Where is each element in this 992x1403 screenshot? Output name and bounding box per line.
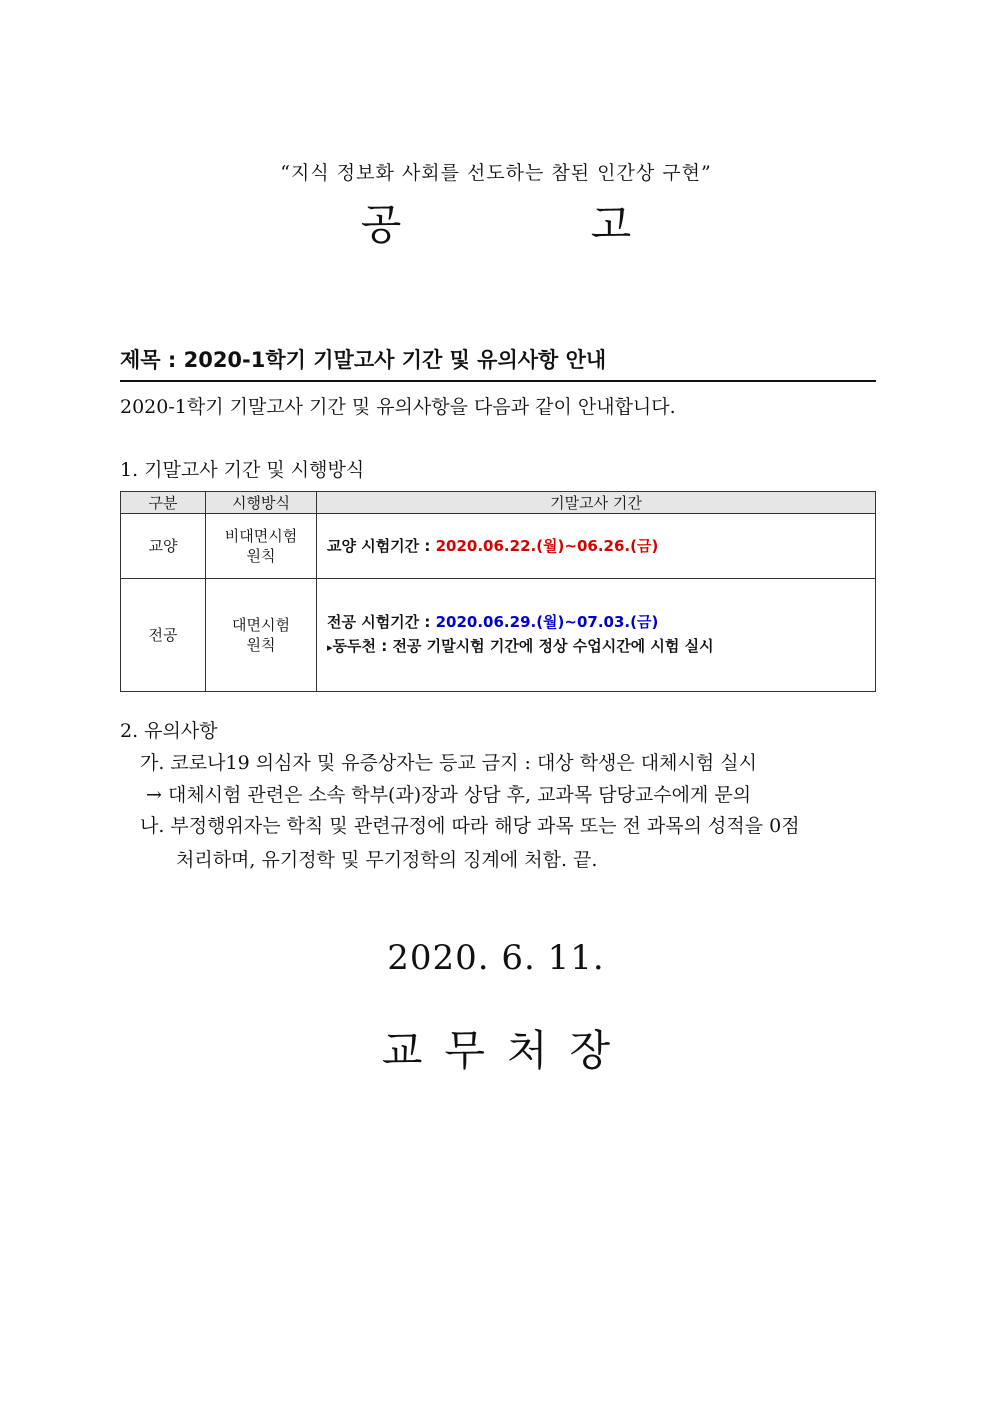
row-period — [317, 514, 876, 579]
row-method — [206, 579, 317, 692]
method-line: 대면시험 — [232, 616, 290, 634]
notice-item-b: 나. 부정행위자는 학칙 및 관련규정에 따라 해당 과목 또는 전 과목의 성적을 0점 — [140, 815, 800, 837]
header-category: 구분 — [121, 492, 206, 514]
triangle-bullet-icon: ▸ — [327, 641, 333, 654]
method-line: 원칙 — [246, 636, 276, 654]
method-line: 원칙 — [246, 547, 276, 565]
period-label: 전공 시험기간 : — [327, 613, 436, 631]
header-method: 시행방식 — [206, 492, 317, 514]
table-row — [121, 579, 876, 692]
method-line: 비대면시험 — [224, 527, 298, 545]
row-period — [317, 579, 876, 692]
section-2-heading: 2. 유의사항 — [120, 720, 218, 742]
slogan: “지식 정보화 사회를 선도하는 참된 인간상 구현” — [280, 162, 712, 184]
header-period: 기말고사 기간 — [317, 492, 876, 514]
notice-item-a-sub: → 대체시험 관련은 소속 학부(과)장과 상담 후, 교과목 담당교수에게 문의 — [146, 784, 752, 806]
row-category: 전공 — [121, 579, 206, 692]
period-value: 2020.06.22.(월)~06.26.(금) — [435, 537, 659, 555]
subject-title: 제목 : 2020-1학기 기말고사 기간 및 유의사항 안내 — [120, 348, 607, 372]
period-note: 동두천 : 전공 기말시험 기간에 정상 수업시간에 시험 실시 — [332, 637, 714, 655]
notice-item-a: 가. 코로나19 의심자 및 유증상자는 등교 금지 : 대상 학생은 대체시험 실시 — [140, 752, 757, 774]
period-label: 교양 시험기간 : — [327, 537, 436, 555]
intro-text: 2020-1학기 기말고사 기간 및 유의사항을 다음과 같이 안내합니다. — [120, 396, 676, 418]
exam-schedule-table — [120, 491, 876, 692]
subject-underline — [120, 380, 876, 382]
row-method — [206, 514, 317, 579]
notice-title: 공 고 — [360, 200, 720, 249]
notice-date: 2020. 6. 11. — [387, 938, 605, 978]
period-value: 2020.06.29.(월)~07.03.(금) — [435, 613, 659, 631]
table-row — [121, 514, 876, 579]
row-category: 교양 — [121, 514, 206, 579]
section-1-heading: 1. 기말고사 기간 및 시행방식 — [120, 459, 365, 481]
table-header-row — [121, 492, 876, 514]
notice-item-b-continued: 처리하며, 유기정학 및 무기정학의 징계에 처함. 끝. — [176, 849, 598, 871]
issuing-office: 교무처장 — [381, 1026, 633, 1075]
